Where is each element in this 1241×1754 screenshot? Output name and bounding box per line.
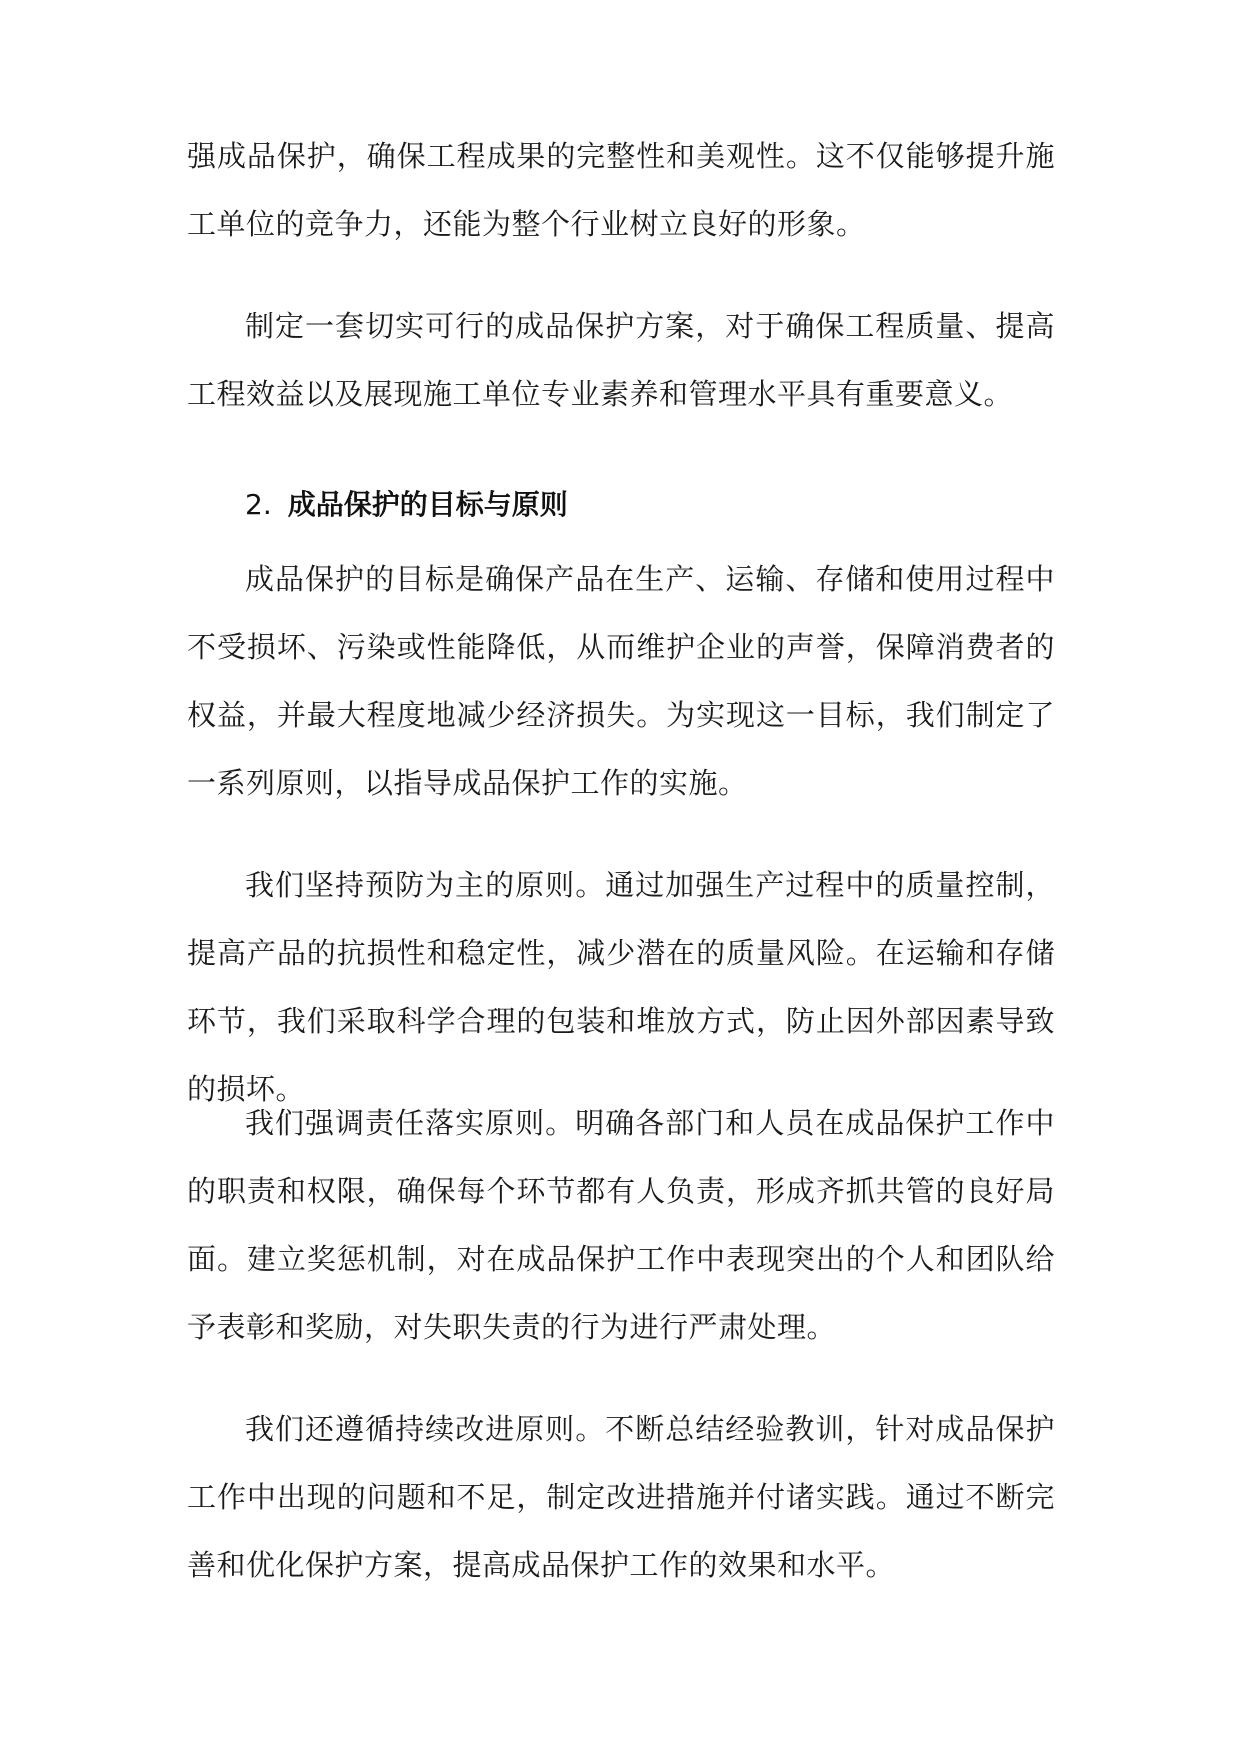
paragraph-continued — [187, 122, 1055, 258]
paragraph-text: 我们强调责任落实原则。明确各部门和人员在成品保护工作中的职责和权限，确保每个环节都有人负责，形成齐抓共管的良好局面。建立奖惩机制，对在成品保护工作中表现突出的个人和团队给予表彰和奖励，对失职失责的行为进行严肃处理。 — [187, 1106, 1055, 1344]
paragraph-4 — [187, 1089, 1055, 1361]
paragraph-text: 成品保护的目标是确保产品在生产、运输、存储和使用过程中不受损坏、污染或性能降低，从而维护企业的声誉，保障消费者的权益，并最大程度地减少经济损失。为实现这一目标，我们制定了一系列原则，以指导成品保护工作的实施。 — [187, 562, 1055, 800]
paragraph-2 — [187, 545, 1055, 817]
paragraph-5 — [187, 1395, 1055, 1599]
section-title: 成品保护的目标与原则 — [287, 488, 568, 521]
paragraph-3 — [187, 851, 1055, 1123]
paragraph-text: 我们坚持预防为主的原则。通过加强生产过程中的质量控制，提高产品的抗损性和稳定性，减少潜在的质量风险。在运输和存储环节，我们采取科学合理的包装和堆放方式，防止因外部因素导致的损坏。 — [187, 868, 1055, 1106]
section-number: 2. — [245, 488, 272, 521]
paragraph-text: 制定一套切实可行的成品保护方案，对于确保工程质量、提高工程效益以及展现施工单位专业素养和管理水平具有重要意义。 — [187, 309, 1055, 411]
paragraph-text: 强成品保护，确保工程成果的完整性和美观性。这不仅能够提升施工单位的竞争力，还能为整个行业树立良好的形象。 — [187, 139, 1055, 241]
paragraph-text: 我们还遵循持续改进原则。不断总结经验教训，针对成品保护工作中出现的问题和不足，制定改进措施并付诸实践。通过不断完善和优化保护方案，提高成品保护工作的效果和水平。 — [187, 1412, 1055, 1582]
paragraph-1 — [187, 292, 1055, 428]
section-heading — [245, 471, 568, 539]
